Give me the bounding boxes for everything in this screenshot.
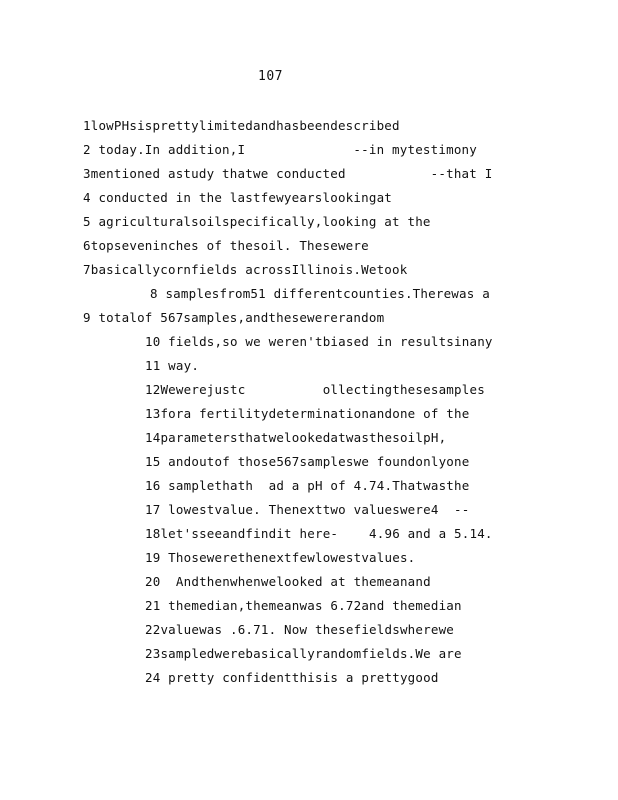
transcript-line: 9 totalof 567samples,andthesewererandom — [83, 310, 385, 325]
transcript-line: 10 fields,so we weren'tbiased in resultsinany — [145, 334, 493, 349]
transcript-line: 6topseveninches of thesoil. Thesewere — [83, 238, 369, 253]
transcript-line: 3mentioned astudy thatwe conducted --that I — [83, 166, 493, 181]
transcript-line: 23sampledwerebasicallyrandomfields.We are — [145, 646, 462, 661]
transcript-line: 7basicallycornfields acrossIllinois.Wetook — [83, 262, 408, 277]
transcript-line: 11 way. — [145, 358, 200, 373]
transcript-line: 4 conducted in the lastfewyearslookingat — [83, 190, 393, 205]
transcript-line: 8 samplesfrom51 differentcounties.Therewas a — [150, 286, 490, 301]
transcript-line: 13fora fertilitydeterminationandone of the — [145, 406, 470, 421]
transcript-line: 5 agriculturalsoilspecifically,looking at the — [83, 214, 431, 229]
transcript-line: 15 andoutof those567sampleswe foundonlyone — [145, 454, 470, 469]
transcript-line: 16 samplethath ad a pH of 4.74.Thatwasthe — [145, 478, 470, 493]
transcript-line: 14parametersthatwelookedatwasthesoilpH, — [145, 430, 447, 445]
transcript-line: 22valuewas .6.71. Now thesefieldswherewe — [145, 622, 455, 637]
transcript-line: 1lowPHsisprettylimitedandhasbeendescribed — [83, 118, 400, 133]
transcript-line: 2 today.In addition,I --in mytestimony — [83, 142, 478, 157]
transcript-line: 17 lowestvalue. Thenexttwo valueswere4 -- — [145, 502, 470, 517]
transcript-line: 24 pretty confidentthisis a prettygood — [145, 670, 439, 685]
transcript-line: 21 themedian,themeanwas 6.72and themedian — [145, 598, 462, 613]
transcript-line: 20 Andthenwhenwelooked at themeanand — [145, 574, 431, 589]
transcript-line: 19 Thosewerethenextfewlowestvalues. — [145, 550, 416, 565]
transcript-line: 12Wewerejustc ollectingthesesamples — [145, 382, 485, 397]
page-number: 107 — [258, 69, 283, 84]
transcript-line: 18let'sseeandfindit here- 4.96 and a 5.14. — [145, 526, 493, 541]
